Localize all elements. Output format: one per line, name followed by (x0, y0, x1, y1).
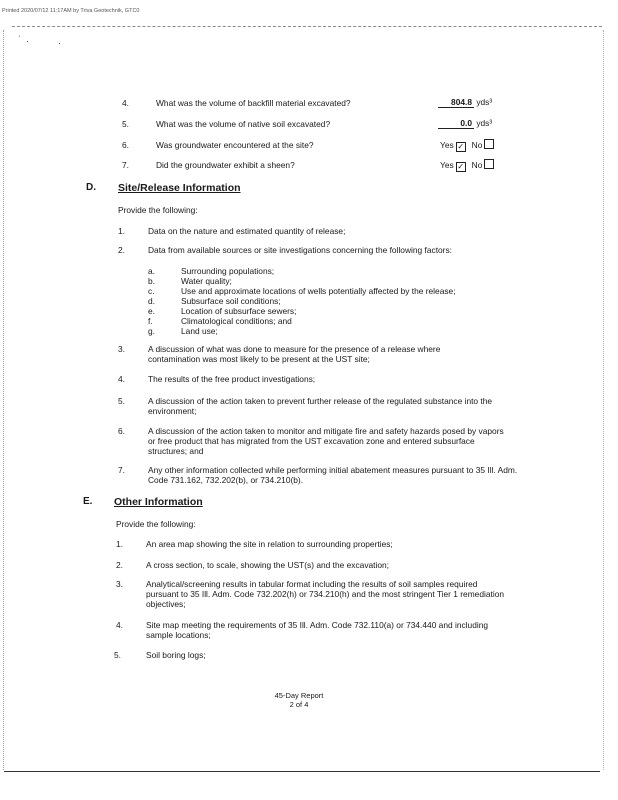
native-soil-volume (438, 118, 492, 129)
section-d-letter: D. (86, 182, 96, 193)
factor-text: Water quality; (181, 276, 232, 286)
scan-mark: · (58, 38, 61, 48)
question-text: What was the volume of native soil excavated? (156, 119, 331, 129)
section-e-letter: E. (83, 496, 93, 507)
item-number: 2. (118, 245, 125, 255)
no-label: No (471, 140, 483, 150)
scan-mark: · (26, 36, 29, 46)
question-text: Did the groundwater exhibit a sheen? (156, 160, 295, 170)
factor-text: Use and approximate locations of wells potentially affected by the release; (181, 286, 456, 296)
factor-letter: b. (148, 276, 155, 286)
factor-text: Location of subsurface sewers; (181, 306, 297, 316)
groundwater-answer (440, 139, 500, 152)
item-number: 3. (118, 344, 125, 354)
no-checkbox[interactable] (484, 139, 494, 149)
factor-text: Land use; (181, 326, 218, 336)
print-stamp: Printed 2020/07/12 11:17AM by Triva Geotechnik, GTC0 (2, 8, 140, 14)
footer-page-number: 2 of 4 (289, 700, 309, 709)
item-number: 1. (118, 226, 125, 236)
factor-text: Climatological conditions; and (181, 316, 292, 326)
section-e-title: Other Information (114, 496, 203, 508)
item-number: 3. (116, 579, 123, 589)
question-number: 5. (122, 119, 129, 129)
question-number: 4. (122, 98, 129, 108)
yes-label: Yes (440, 140, 454, 150)
item-number: 5. (118, 396, 125, 406)
native-soil-volume-value: 0.0 (438, 118, 474, 129)
question-text: What was the volume of backfill material excavated? (156, 98, 351, 108)
factor-letter: e. (148, 306, 155, 316)
question-number: 6. (122, 140, 129, 150)
footer-report-title: 45-Day Report (274, 691, 324, 700)
item-text: Analytical/screening results in tabular format including the results of soil samples required pursuant to 35 Ill. Adm. Code 732.202(h) or 734.210(h) and the most stringent Tier 1 remediation objectives; (146, 579, 505, 609)
yes-checkbox[interactable]: ✓ (457, 162, 465, 171)
section-d-title: Site/Release Information (118, 182, 241, 194)
item-number: 4. (118, 374, 125, 384)
factor-letter: d. (148, 296, 155, 306)
yes-checkbox[interactable]: ✓ (457, 142, 465, 151)
left-scan-edge (3, 30, 4, 770)
backfill-volume (438, 97, 492, 108)
no-label: No (471, 160, 483, 170)
item-number: 5. (114, 650, 121, 660)
backfill-volume-value: 804.8 (438, 97, 474, 108)
factor-letter: a. (148, 266, 155, 276)
question-number: 7. (122, 160, 129, 170)
factor-text: Surrounding populations; (181, 266, 275, 276)
item-text: An area map showing the site in relation to surrounding properties; (146, 539, 393, 549)
section-e-intro: Provide the following: (116, 519, 196, 529)
item-text: Any other information collected while performing initial abatement measures pursuant to 35 Ill. Adm. Code 731.162, 732.202(b), or 734.210(b). (148, 465, 518, 485)
scan-mark: ˈ (18, 34, 21, 44)
item-number: 1. (116, 539, 123, 549)
item-text: Data from available sources or site investigations concerning the following factors: (148, 245, 452, 255)
top-divider (12, 26, 602, 27)
yes-label: Yes (440, 160, 454, 170)
item-text: The results of the free product investigations; (148, 374, 316, 384)
sheen-answer (440, 159, 500, 172)
item-text: Soil boring logs; (146, 650, 206, 660)
item-text: A discussion of what was done to measure for the presence of a release where contamination was most likely to be present at the UST site; (148, 344, 441, 364)
item-text: Site map meeting the requirements of 35 Ill. Adm. Code 732.110(a) or 734.440 and including sample locations; (146, 620, 489, 640)
factor-text: Subsurface soil conditions; (181, 296, 281, 306)
section-d-intro: Provide the following: (118, 205, 198, 215)
factor-letter: f. (148, 316, 153, 326)
right-scan-edge (603, 30, 604, 770)
item-text: A cross section, to scale, showing the UST(s) and the excavation; (146, 560, 389, 570)
item-text: A discussion of the action taken to prevent further release of the regulated substance into the environment; (148, 396, 493, 416)
backfill-volume-unit: yds³ (476, 97, 493, 107)
item-text: A discussion of the action taken to monitor and mitigate fire and safety hazards posed by vapors or free product that has migrated from the UST excavation zone and entered subsurface structures; and (148, 426, 504, 456)
item-number: 2. (116, 560, 123, 570)
question-text: Was groundwater encountered at the site? (156, 140, 314, 150)
item-number: 4. (116, 620, 123, 630)
native-soil-volume-unit: yds³ (476, 118, 493, 128)
no-checkbox[interactable] (484, 159, 494, 169)
factor-letter: c. (148, 286, 155, 296)
bottom-divider (4, 771, 600, 772)
item-number: 7. (118, 465, 125, 475)
item-number: 6. (118, 426, 125, 436)
item-text: Data on the nature and estimated quantity of release; (148, 226, 346, 236)
factor-letter: g. (148, 326, 155, 336)
